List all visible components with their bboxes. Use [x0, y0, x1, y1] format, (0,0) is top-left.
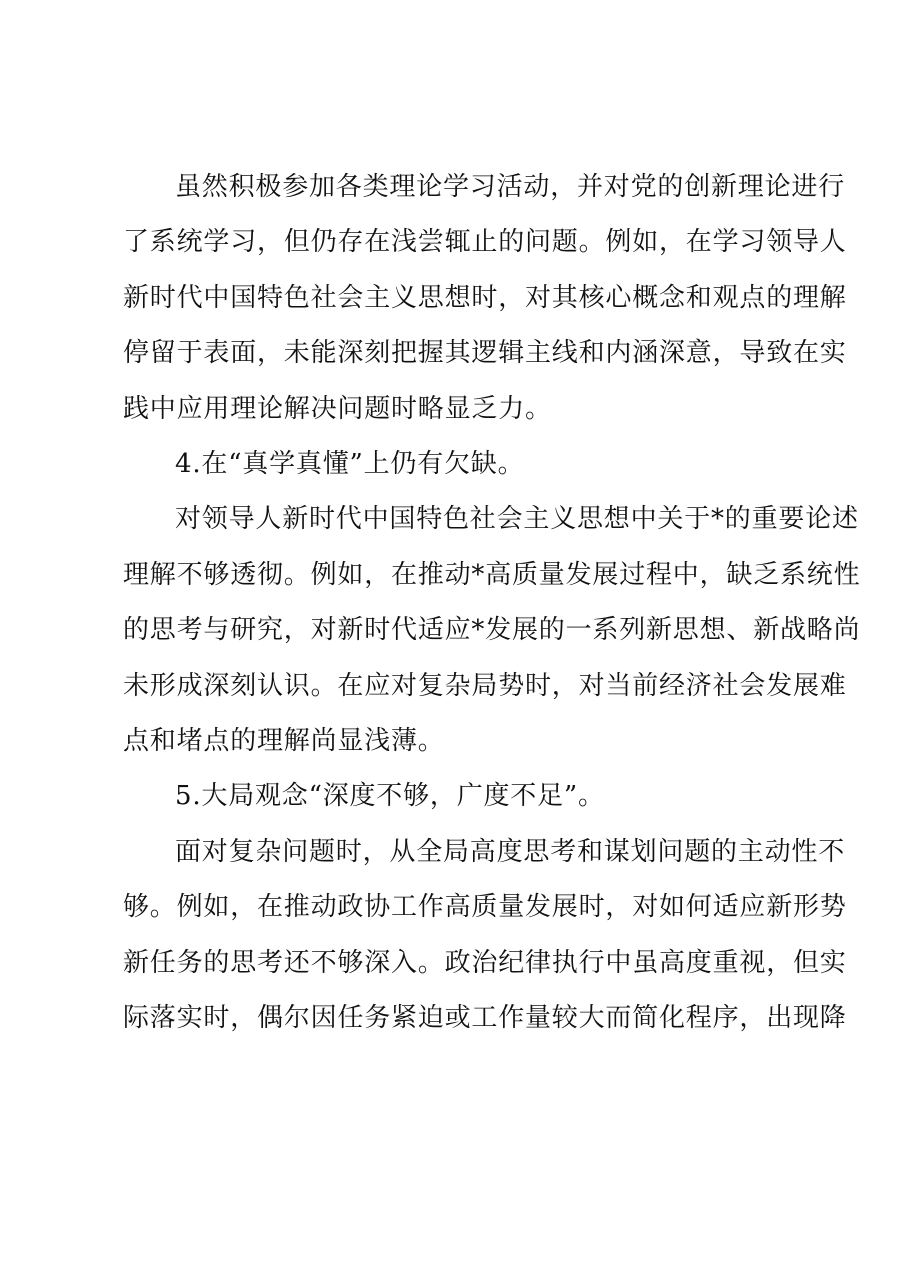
text-line: 了系统学习，但仍存在浅尝辄止的问题。例如，在学习领导人 — [123, 227, 847, 258]
heading-item-4 — [123, 437, 793, 492]
text-line: 5.大局观念“深度不够，广度不足”。 — [175, 781, 605, 812]
text-line: 新时代中国特色社会主义思想时，对其核心概念和观点的理解 — [123, 282, 847, 313]
text-line: 4.在“真学真懂”上仍有欠缺。 — [175, 449, 525, 480]
text-line: 停留于表面，未能深刻把握其逻辑主线和内涵深意，导致在实 — [123, 338, 847, 369]
text-line: 践中应用理论解决问题时略显乏力。 — [123, 393, 552, 424]
text-line: 际落实时，偶尔因任务紧迫或工作量较大而简化程序，出现降 — [123, 1003, 847, 1034]
text-line: 面对复杂问题时，从全局高度思考和谋划问题的主动性不 — [175, 836, 846, 867]
text-line: 的思考与研究，对新时代适应*发展的一系列新思想、新战略尚 — [123, 615, 861, 646]
text-line: 新任务的思考还不够深入。政治纪律执行中虽高度重视，但实 — [123, 947, 847, 978]
text-line: 点和堵点的理解尚显浅薄。 — [123, 726, 445, 757]
paragraph-understanding — [123, 492, 861, 769]
document-body — [123, 160, 861, 1047]
text-line: 够。例如，在推动政协工作高质量发展时，对如何适应新形势 — [123, 892, 847, 923]
text-line: 未形成深刻认识。在应对复杂局势时，对当前经济社会发展难 — [123, 670, 847, 701]
text-line: 虽然积极参加各类理论学习活动，并对党的创新理论进行 — [175, 172, 846, 202]
paragraph-theory-study — [123, 160, 847, 437]
text-line: 对领导人新时代中国特色社会主义思想中关于*的重要论述 — [175, 504, 859, 535]
heading-item-5 — [123, 769, 793, 824]
paragraph-overall-view — [123, 825, 847, 1047]
text-line: 理解不够透彻。例如，在推动*高质量发展过程中，缺乏系统性 — [123, 559, 861, 590]
